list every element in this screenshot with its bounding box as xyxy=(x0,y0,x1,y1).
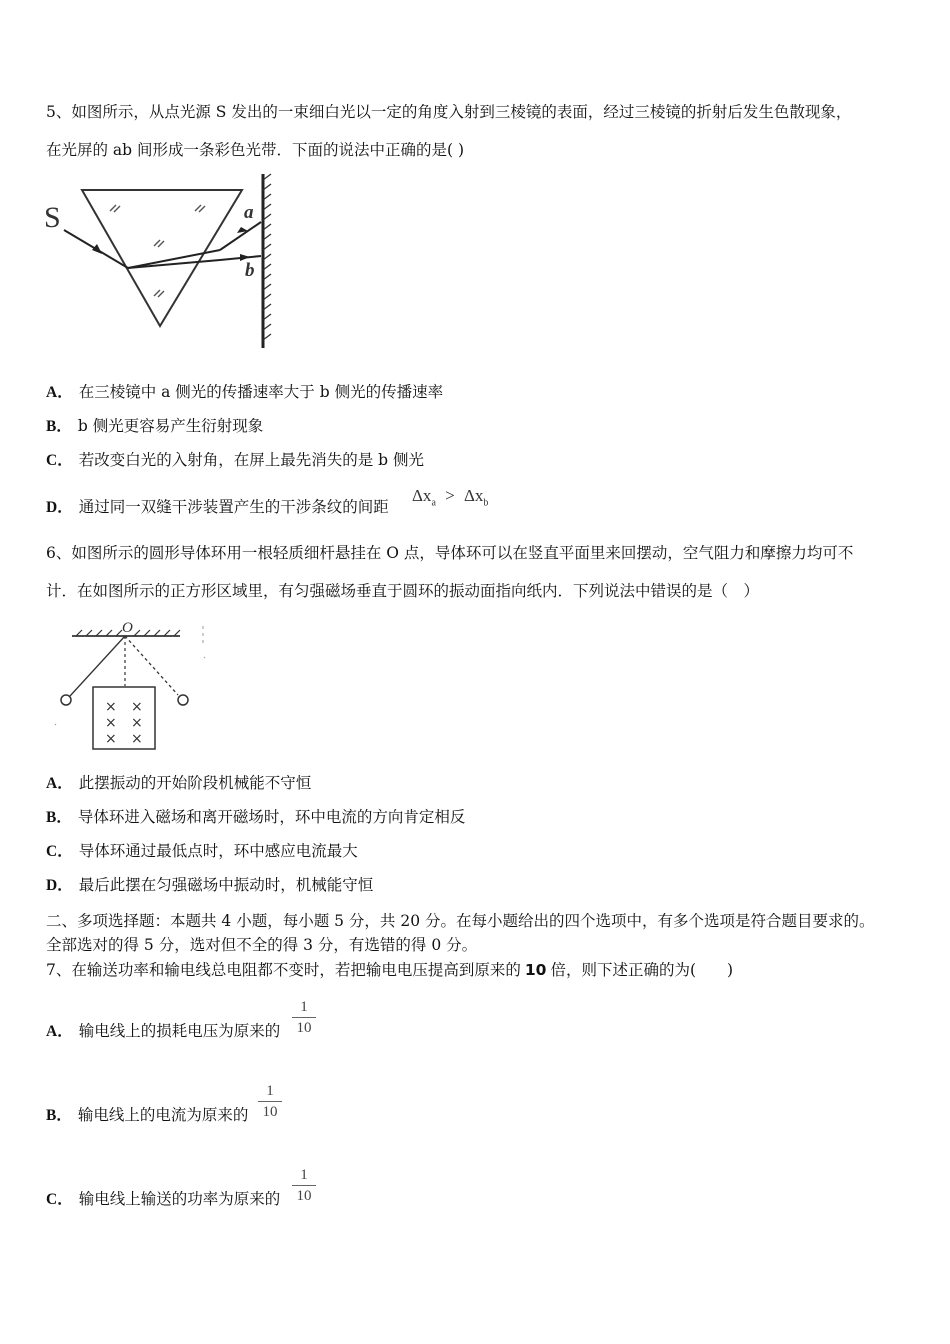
option-label: A． xyxy=(46,775,73,792)
option-label: C． xyxy=(46,843,73,860)
q6-option-d[interactable] xyxy=(46,875,373,896)
prism-triangle xyxy=(82,190,242,326)
prism-figure xyxy=(44,170,274,352)
formula-left-sub: a xyxy=(431,497,436,509)
q5-stem-line1: 5、如图所示，从点光源 S 发出的一束细白光以一定的角度入射到三棱镜的表面，经过三棱镜的折射后发生色散现象， xyxy=(46,103,852,121)
option-text: 通过同一双缝干涉装置产生的干涉条纹的间距 xyxy=(78,498,389,516)
option-text: 输电线上输送的功率为原来的 xyxy=(78,1190,281,1208)
fraction-numerator: 1 xyxy=(300,1167,308,1183)
q6-stem-line1: 6、如图所示的圆形导体环用一根轻质细杆悬挂在 O 点，导体环可以在竖直平面里来回摆动，空气阻力和摩擦力均可不 xyxy=(46,544,854,562)
q7-option-c-fraction xyxy=(292,1166,316,1205)
option-label: A． xyxy=(46,384,73,401)
option-text: 在三棱镜中 a 侧光的传播速率大于 b 侧光的传播速率 xyxy=(78,383,444,401)
q7-stem-number: 10 xyxy=(524,961,547,979)
svg-text:×: × xyxy=(131,731,143,747)
ring-right xyxy=(178,695,188,705)
option-label: B． xyxy=(46,1107,72,1124)
field-crosses xyxy=(105,699,143,747)
q7-stem-text: 7、在输送功率和输电线总电阻都不变时，若把输电电压提高到原来的 xyxy=(46,961,521,979)
option-label: C． xyxy=(46,1191,73,1208)
prism-hatching xyxy=(110,205,205,297)
option-text: 最后此摆在匀强磁场中振动时，机械能守恒 xyxy=(78,876,374,894)
fraction-denominator: 10 xyxy=(262,1104,278,1120)
q5-option-c[interactable] xyxy=(46,450,424,471)
pivot-label: O xyxy=(122,620,133,636)
option-label: A． xyxy=(46,1023,73,1040)
fraction-denominator: 10 xyxy=(296,1020,312,1036)
q6-option-a[interactable] xyxy=(46,773,311,794)
option-text: b 侧光更容易产生衍射现象 xyxy=(77,417,264,435)
q5-option-a[interactable] xyxy=(46,382,443,403)
q6-option-c[interactable] xyxy=(46,841,358,862)
q7-option-c[interactable] xyxy=(46,1189,280,1210)
option-text: 导体环通过最低点时，环中感应电流最大 xyxy=(78,842,358,860)
q6-option-b[interactable] xyxy=(46,807,465,828)
q7-stem xyxy=(46,960,733,980)
formula-right: Δx xyxy=(463,486,484,505)
q7-option-a-fraction xyxy=(292,998,316,1037)
q5-option-d[interactable] xyxy=(46,497,389,518)
ray-arrowheads xyxy=(92,227,250,261)
option-label: D． xyxy=(46,877,73,894)
formula-op: > xyxy=(445,486,455,505)
q7-option-b[interactable] xyxy=(46,1105,248,1126)
q5-option-b[interactable] xyxy=(46,416,263,437)
svg-text:×: × xyxy=(105,699,117,715)
source-label: S xyxy=(44,201,61,234)
option-label: C． xyxy=(46,452,73,469)
section2-line2: 全部选对的得 5 分，选对但不全的得 3 分，有选错的得 0 分。 xyxy=(46,936,478,954)
section2-line1: 二、多项选择题：本题共 4 小题，每小题 5 分，共 20 分。在每小题给出的四个选项中，有多个选项是符合题目要求的。 xyxy=(46,912,875,930)
option-text: 此摆振动的开始阶段机械能不守恒 xyxy=(78,774,312,792)
formula-left: Δx xyxy=(412,486,432,505)
rod-right-dashed xyxy=(125,636,178,695)
svg-text:×: × xyxy=(131,699,143,715)
pendulum-figure xyxy=(50,614,210,754)
light-rays xyxy=(64,222,261,268)
option-text: 输电线上的损耗电压为原来的 xyxy=(78,1022,281,1040)
option-label: D． xyxy=(46,499,73,516)
formula-right-sub: b xyxy=(483,497,489,509)
magnetic-field-region xyxy=(93,687,155,749)
q5-stem-line2: 在光屏的 ab 间形成一条彩色光带．下面的说法中正确的是( ) xyxy=(46,141,465,159)
label-a: a xyxy=(244,202,254,223)
option-text: 导体环进入磁场和离开磁场时，环中电流的方向肯定相反 xyxy=(77,808,466,826)
formula-delta-x xyxy=(412,486,488,508)
option-text: 输电线上的电流为原来的 xyxy=(77,1106,249,1124)
option-label: B． xyxy=(46,418,72,435)
label-b: b xyxy=(245,260,255,281)
q6-stem-line2: 计．在如图所示的正方形区域里，有匀强磁场垂直于圆环的振动面指向纸内．下列说法中错误的是（ ） xyxy=(46,582,760,600)
svg-text:×: × xyxy=(131,715,143,731)
q7-option-a[interactable] xyxy=(46,1021,280,1042)
option-text: 若改变白光的入射角，在屏上最先消失的是 b 侧光 xyxy=(78,451,424,469)
svg-text:×: × xyxy=(105,731,117,747)
option-label: B． xyxy=(46,809,72,826)
fraction-denominator: 10 xyxy=(296,1188,312,1204)
svg-text:×: × xyxy=(105,715,117,731)
fraction-numerator: 1 xyxy=(266,1083,274,1099)
q7-stem-end: 倍，则下述正确的为( ) xyxy=(550,961,734,979)
ring-left xyxy=(61,695,71,705)
q7-option-b-fraction xyxy=(258,1082,282,1121)
fraction-numerator: 1 xyxy=(300,999,308,1015)
